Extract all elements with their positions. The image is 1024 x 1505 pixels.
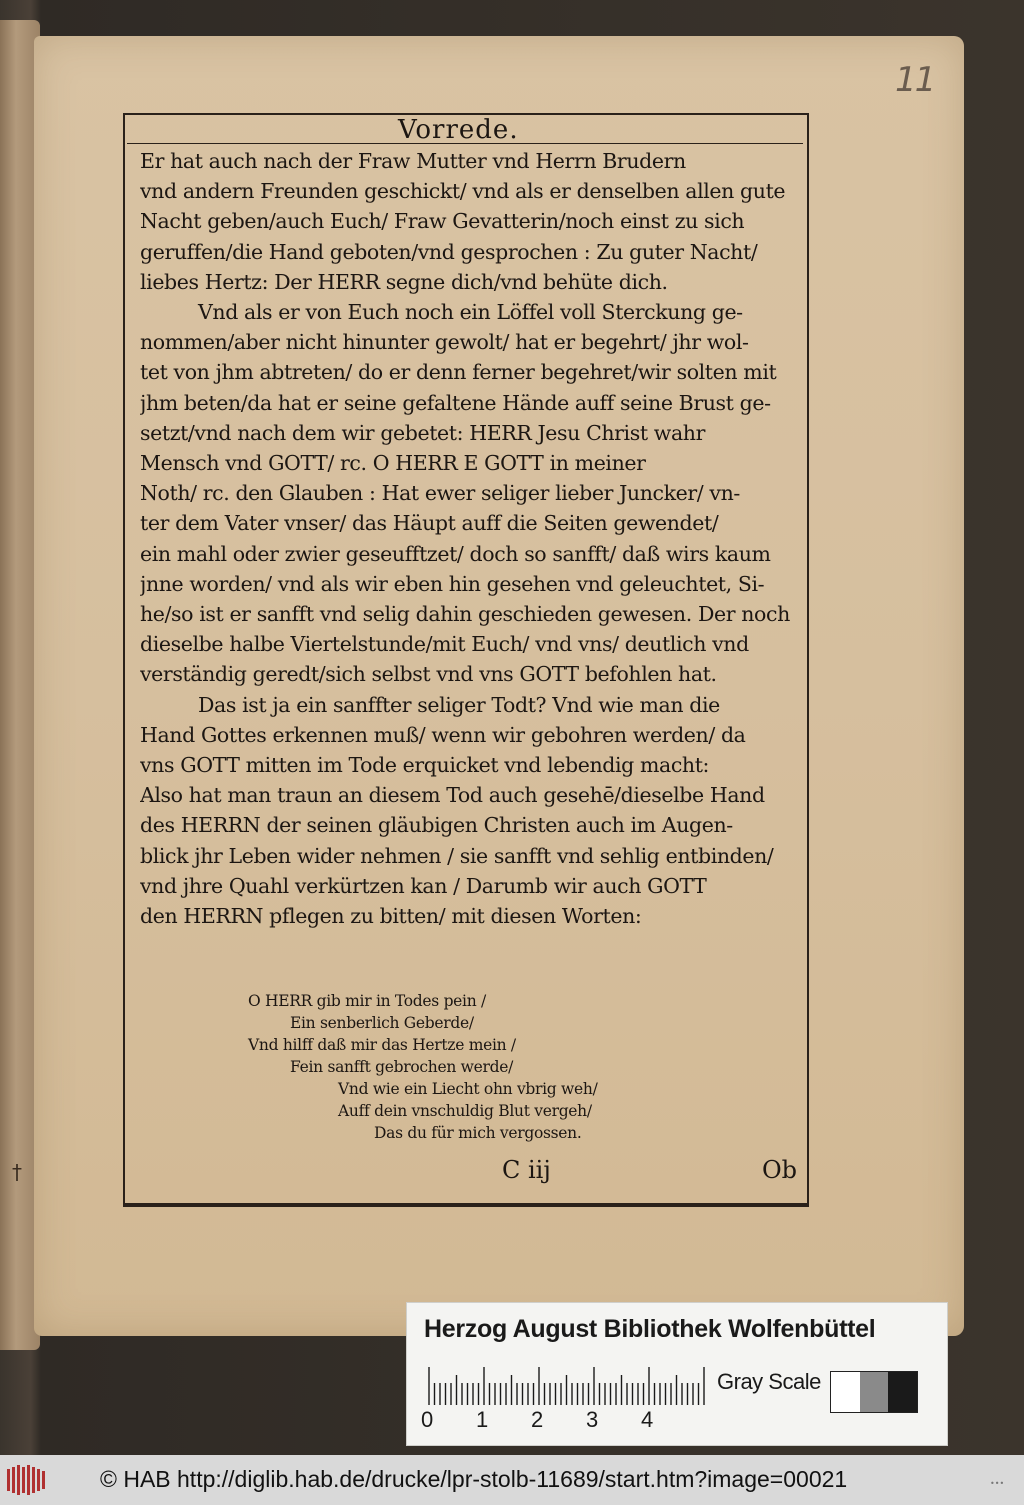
verse-line: Auff dein vnschuldig Blut vergeh/ xyxy=(338,1102,592,1120)
body-line: blick jhr Leben wider nehmen / sie sanfft vnd sehlig entbinden/ xyxy=(140,843,774,868)
gray-scale-swatches xyxy=(830,1371,918,1413)
body-line: vns GOTT mitten im Tode erquicket vnd lebendig macht: xyxy=(140,753,710,778)
body-line: nommen/aber nicht hinunter gewolt/ hat er begehrt/ jhr wol- xyxy=(140,330,749,355)
body-line: geruffen/die Hand geboten/vnd gesprochen : Zu guter Nacht/ xyxy=(140,239,758,264)
scale-ruler xyxy=(427,1365,707,1405)
body-line: ter dem Vater vnser/ das Häupt auff die Seiten gewendet/ xyxy=(140,511,719,536)
verse-line: Fein sanfft gebrochen werde/ xyxy=(290,1058,514,1076)
body-line: jnne worden/ vnd als wir eben hin gesehen vnd geleuchtet, Si- xyxy=(140,571,765,596)
body-line: vnd jhre Quahl verkürtzen kan / Darumb wir auch GOTT xyxy=(140,873,707,898)
verse-line: Ein senberlich Geberde/ xyxy=(290,1014,474,1032)
verse-line: O HERR gib mir in Todes pein / xyxy=(248,992,486,1010)
body-text xyxy=(140,146,800,931)
body-line: Nacht geben/auch Euch/ Fraw Gevatterin/noch einst zu sich xyxy=(140,209,745,234)
body-line: jhm beten/da hat er seine gefaltene Hände auff seine Brust ge- xyxy=(140,390,771,415)
verse-line: Vnd wie ein Liecht ohn vbrig weh/ xyxy=(338,1080,598,1098)
body-line: he/so ist er sanfft vnd selig dahin geschieden gewesen. Der noch xyxy=(140,602,790,627)
signature-mark: C iij xyxy=(502,1156,551,1184)
body-line: verständig geredt/sich selbst vnd vns GOTT befohlen hat. xyxy=(140,662,717,687)
gray-scale-label: Gray Scale xyxy=(717,1369,821,1394)
ruler-number: 0 xyxy=(421,1407,434,1432)
copyright-link[interactable]: © HAB http://diglib.hab.de/drucke/lpr-stolb-11689/start.htm?image=00021 xyxy=(100,1466,848,1492)
ruler-number: 1 xyxy=(476,1407,489,1432)
body-line: des HERRN der seinen gläubigen Christen auch im Augen- xyxy=(140,813,733,838)
library-name: Herzog August Bibliothek Wolfenbüttel xyxy=(424,1315,876,1343)
gray-swatch xyxy=(831,1372,860,1412)
body-line: Hand Gottes erkennen muß/ wenn wir gebohren werden/ da xyxy=(140,722,746,747)
body-line: tet von jhm abtreten/ do er denn ferner begehret/wir solten mit xyxy=(140,360,777,385)
verse-line: Das du für mich vergossen. xyxy=(374,1124,582,1142)
ruler-number: 2 xyxy=(531,1407,544,1432)
body-line: vnd andern Freunden geschickt/ vnd als er denselben allen gute xyxy=(140,179,786,204)
gray-swatch xyxy=(860,1372,889,1412)
body-line: dieselbe halbe Viertelstunde/mit Euch/ vnd vns/ deutlich vnd xyxy=(140,632,749,657)
body-line: Noth/ rc. den Glauben : Hat ewer seliger lieber Juncker/ vn- xyxy=(140,481,740,506)
body-line: liebes Hertz: Der HERR segne dich/vnd behüte dich. xyxy=(140,269,668,294)
body-line: Also hat man traun an diesem Tod auch gesehē/dieselbe Hand xyxy=(140,783,765,808)
body-line: Vnd als er von Euch noch ein Löffel voll Sterckung ge- xyxy=(198,300,743,325)
footer-dots: ••• xyxy=(990,1479,1005,1488)
running-header: Vorrede. xyxy=(398,115,519,145)
body-line: ein mahl oder zwier geseufftzet/ doch so sanfft/ daß wirs kaum xyxy=(140,541,771,566)
pencil-folio-number: 11 xyxy=(895,60,935,100)
body-line: Das ist ja ein sanffter seliger Todt? Vnd wie man die xyxy=(198,692,720,717)
body-line: setzt/vnd nach dem wir gebetet: HERR Jesu Christ wahr xyxy=(140,420,705,445)
verse-line: Vnd hilff daß mir das Hertze mein / xyxy=(248,1036,516,1054)
ruler-numbers xyxy=(421,1407,721,1437)
catchword: Ob xyxy=(762,1156,798,1184)
body-line: Er hat auch nach der Fraw Mutter vnd Herrn Brudern xyxy=(140,149,686,173)
gray-swatch xyxy=(888,1372,917,1412)
body-line: den HERRN pflegen zu bitten/ mit diesen Worten: xyxy=(140,904,642,929)
footer-bar xyxy=(0,1455,1024,1505)
library-label xyxy=(406,1302,948,1446)
verse-block xyxy=(240,990,680,1144)
hab-logo-icon xyxy=(6,1465,46,1495)
bottom-rule xyxy=(123,1203,809,1205)
body-line: Mensch vnd GOTT/ rc. O HERR E GOTT in meiner xyxy=(140,451,646,476)
ruler-number: 4 xyxy=(641,1407,654,1432)
ruler-number: 3 xyxy=(586,1407,599,1432)
margin-mark: † xyxy=(12,1160,22,1184)
